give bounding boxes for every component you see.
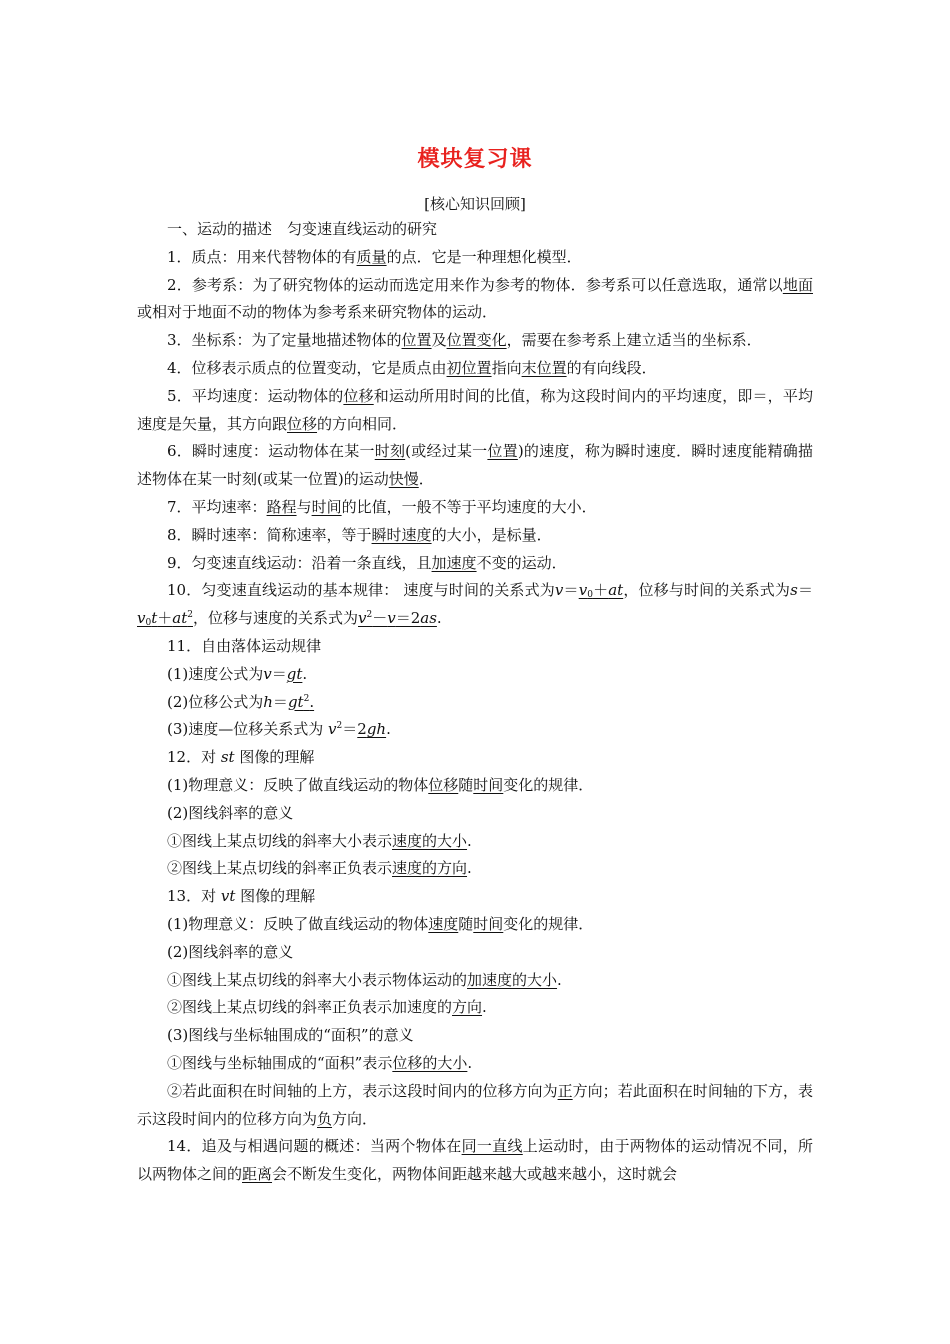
section-heading: [核心知识回顾] [424, 195, 526, 213]
blank-answer: 位移的大小 [392, 1053, 468, 1072]
blank-answer: 距离 [242, 1165, 273, 1184]
blank-answer: 时间 [311, 497, 342, 516]
blank-answer: 2gh [357, 720, 387, 739]
paragraph-13-3b: ②若此面积在时间轴的上方，表示这段时间内的位移方向为正方向；若此面积在时间轴的下方，表示这段时间内的位移方向为负方向． [137, 1081, 813, 1128]
paragraph-11-2: (2)位移公式为$h=gt^2$. [167, 692, 315, 711]
paragraph-12-2b: ②图线上某点切线的斜率正负表示速度的方向. [167, 859, 472, 878]
heading-1: 一、运动的描述 匀变速直线运动的研究 [167, 220, 438, 238]
blank-answer: 加速度的大小 [467, 970, 558, 989]
paragraph-11-3: (3)速度—位移关系式为 $v^2=2gh$. [167, 720, 391, 739]
formula-velocity-displacement: $v^2-v=2as$ [358, 609, 437, 628]
blank-answer: 位置 [487, 442, 518, 461]
paragraph-3: 3．坐标系：为了定量地描述物体的位置及位置变化，需要在参考系上建立适当的坐标系． [167, 331, 762, 350]
blank-answer: 位移 [343, 386, 374, 405]
blank-answer: 负 [317, 1109, 333, 1128]
paragraph-11-1: (1)速度公式为v＝gt. [167, 664, 308, 683]
formula-velocity: $v_0+at$ [578, 581, 624, 601]
blank-answer: 位移 [428, 775, 459, 794]
paragraph-13-2: (2)图线斜率的意义 [167, 942, 294, 961]
blank-answer: 速度 [428, 914, 459, 933]
paragraph-9: 9．匀变速直线运动：沿着一条直线，且加速度不变的运动． [167, 553, 567, 572]
paragraph-12: 12．对 st 图像的理解 [167, 748, 315, 767]
paragraph-13-3a: ①图线与坐标轴围成的“面积”表示位移的大小. [167, 1053, 473, 1072]
blank-answer: 质量 [356, 247, 387, 266]
blank-answer: 路程 [266, 497, 297, 516]
paragraph-6: 6．瞬时速度：运动物体在某一时刻(或经过某一位置)的速度，称为瞬时速度．瞬时速度能精确描述物体在某一时刻(或某一位置)的运动快慢． [137, 442, 813, 489]
paragraph-13-3: (3)图线与坐标轴围成的“面积”的意义 [167, 1026, 414, 1045]
paragraph-4: 4．位移表示质点的位置变动，它是质点由初位置指向末位置的有向线段． [167, 358, 657, 377]
paragraph-5: 5．平均速度：运动物体的位移和运动所用时间的比值，称为这段时间内的平均速度，即＝，平均速度是矢量，其方向跟位移的方向相同． [137, 386, 813, 433]
paragraph-2: 2．参考系：为了研究物体的运动而选定用来作为参考的物体．参考系可以任意选取，通常以地面或相对于地面不动的物体为参考系来研究物体的运动． [137, 275, 813, 322]
blank-answer: 同一直线 [461, 1137, 523, 1156]
page-title: 模块复习课 [417, 146, 533, 172]
blank-answer: 地面 [782, 275, 813, 294]
blank-answer: 速度的方向 [392, 859, 468, 878]
blank-answer: 时间 [473, 914, 504, 933]
paragraph-11: 11．自由落体运动规律 [167, 636, 322, 655]
blank-answer: 方向 [452, 998, 483, 1017]
blank-answer: 瞬时速度 [371, 525, 432, 544]
blank-answer: $gt^2$. [287, 692, 315, 711]
blank-answer: 位置 [401, 331, 432, 350]
document-body [137, 216, 813, 1189]
paragraph-14: 14．追及与相遇问题的概述：当两个物体在同一直线上运动时，由于两物体的运动情况不同，所以两物体之间的距离会不断发生变化，两物体间距越来越大或越来越小，这时就会 [137, 1137, 813, 1184]
blank-answer: 正 [557, 1081, 573, 1100]
blank-answer: gt [286, 664, 303, 683]
paragraph-13: 13．对 vt 图像的理解 [167, 887, 316, 906]
blank-answer: 快慢 [388, 470, 419, 489]
paragraph-12-1: (1)物理意义：反映了做直线运动的物体位移随时间变化的规律． [167, 775, 594, 794]
paragraph-13-2a: ①图线上某点切线的斜率大小表示物体运动的加速度的大小. [167, 970, 562, 989]
blank-answer: 速度的大小 [392, 831, 468, 850]
paragraph-1: 1．质点：用来代替物体的有质量的点．它是一种理想化模型． [167, 247, 582, 266]
blank-answer: 加速度 [431, 553, 477, 572]
formula-displacement: $v_0t+at^2$ [137, 609, 193, 629]
blank-answer: 位移 [287, 414, 318, 433]
paragraph-13-2b: ②图线上某点切线的斜率正负表示加速度的方向. [167, 998, 487, 1017]
paragraph-12-2a: ①图线上某点切线的斜率大小表示速度的大小. [167, 831, 472, 850]
paragraph-12-2: (2)图线斜率的意义 [167, 803, 294, 822]
blank-answer: 位置变化 [446, 331, 507, 350]
paragraph-8: 8．瞬时速率：简称速率，等于瞬时速度的大小，是标量． [167, 525, 552, 544]
paragraph-7: 7．平均速率：路程与时间的比值，一般不等于平均速度的大小． [167, 497, 597, 516]
paragraph-13-1: (1)物理意义：反映了做直线运动的物体速度随时间变化的规律． [167, 914, 594, 933]
blank-answer: 时刻 [374, 442, 406, 461]
paragraph-10: 10．匀变速直线运动的基本规律： 速度与时间的关系式为$v=v_0+at$，位移与时间的关系式为$s=v_0t+at^2$，位移与速度的关系式为$v^2-v=2as$. [137, 581, 813, 629]
blank-answer: 初位置 [446, 358, 492, 377]
blank-answer: 时间 [473, 775, 504, 794]
blank-answer: 末位置 [521, 358, 567, 377]
